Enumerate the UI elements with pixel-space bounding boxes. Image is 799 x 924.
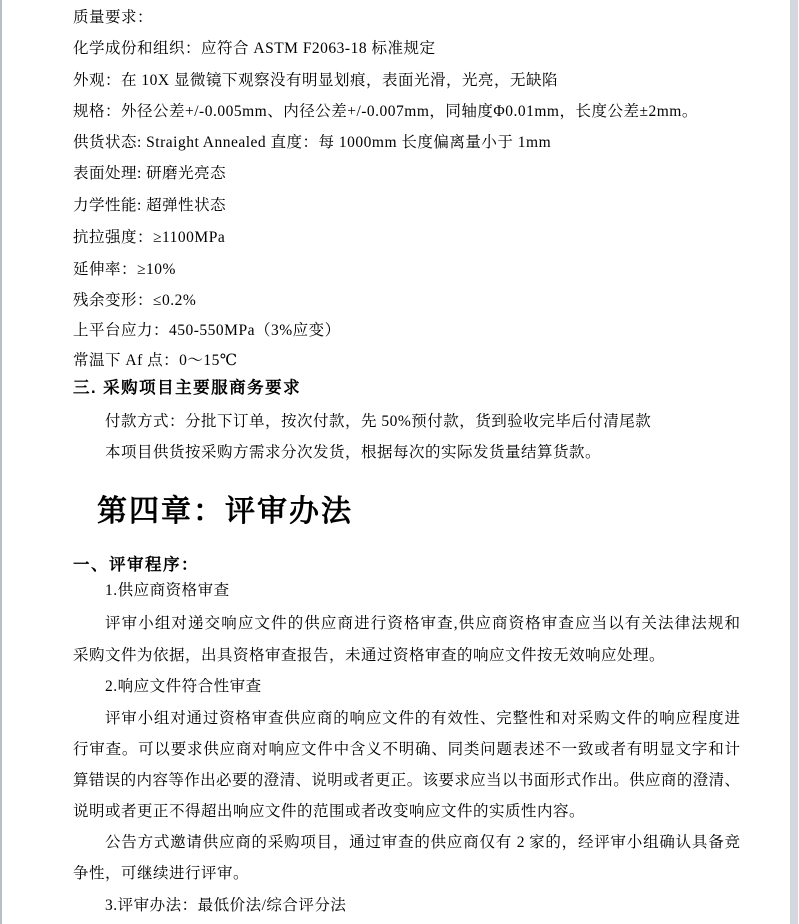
- spec-tolerance-line: 规格：外径公差+/-0.005mm、内径公差+/-0.007mm，同轴度Φ0.01mm，长度公差±2mm。: [73, 103, 698, 120]
- surface-treatment-line: 表面处理: 研磨光亮态: [73, 165, 227, 182]
- step-3-heading: 3.评审办法：最低价法/综合评分法: [105, 897, 347, 914]
- appearance-line: 外观：在 10X 显微镜下观察没有明显划痕，表面光滑，光亮，无缺陷: [73, 72, 558, 89]
- step-2-heading: 2.响应文件符合性审查: [105, 678, 262, 695]
- paragraph-line: 说明或者更正不得超出响应文件的范围或者改变响应文件的实质性内容。: [73, 803, 586, 820]
- quality-requirements-label: 质量要求：: [73, 9, 154, 26]
- paragraph-line: 争性，可继续进行评审。: [73, 865, 250, 882]
- paragraph-line: 行审查。可以要求供应商对响应文件中含义不明确、同类问题表述不一致或者有明显文字和计: [73, 741, 740, 758]
- page-left-edge: [0, 0, 2, 924]
- section-3-heading: 三. 采购项目主要服商务要求: [73, 379, 302, 397]
- paragraph-line: 评审小组对递交响应文件的供应商进行资格审查,供应商资格审查应当以有关法律法规和: [105, 615, 740, 632]
- delivery-terms-line: 本项目供货按采购方需求分次发货，根据每次的实际发货量结算货款。: [105, 444, 602, 461]
- paragraph-line: 算错误的内容等作出必要的澄清、说明或者更正。该要求应当以书面形式作出。供应商的澄清、: [73, 772, 740, 789]
- paragraph-line: 公告方式邀请供应商的采购项目，通过审查的供应商仅有 2 家的，经评审小组确认具备竞: [105, 834, 740, 851]
- af-point-line: 常温下 Af 点：0～15℃: [73, 352, 238, 369]
- payment-terms-line: 付款方式：分批下订单，按次付款，先 50%预付款，货到验收完毕后付清尾款: [105, 413, 652, 430]
- section-1-heading: 一、评审程序：: [73, 556, 199, 574]
- chemical-composition-line: 化学成份和组织：应符合 ASTM F2063-18 标准规定: [73, 40, 436, 57]
- supply-state-line: 供货状态: Straight Annealed 直度：每 1000mm 长度偏离量小于 1mm: [73, 134, 552, 151]
- elongation-line: 延伸率：≥10%: [73, 261, 176, 278]
- residual-deformation-line: 残余变形：≤0.2%: [73, 292, 197, 309]
- paragraph-line: 采购文件为依据，出具资格审查报告，未通过资格审查的响应文件按无效响应处理。: [73, 647, 666, 664]
- tensile-strength-line: 抗拉强度：≥1100MPa: [73, 229, 226, 246]
- page-right-edge: [790, 0, 798, 924]
- plateau-stress-line: 上平台应力：450-550MPa（3%应变）: [73, 322, 341, 339]
- chapter-4-title: 第四章：评审办法: [97, 495, 353, 528]
- mechanical-property-line: 力学性能: 超弹性状态: [73, 197, 227, 214]
- step-1-heading: 1.供应商资格审查: [105, 582, 230, 599]
- paragraph-line: 评审小组对通过资格审查供应商的响应文件的有效性、完整性和对采购文件的响应程度进: [105, 710, 740, 727]
